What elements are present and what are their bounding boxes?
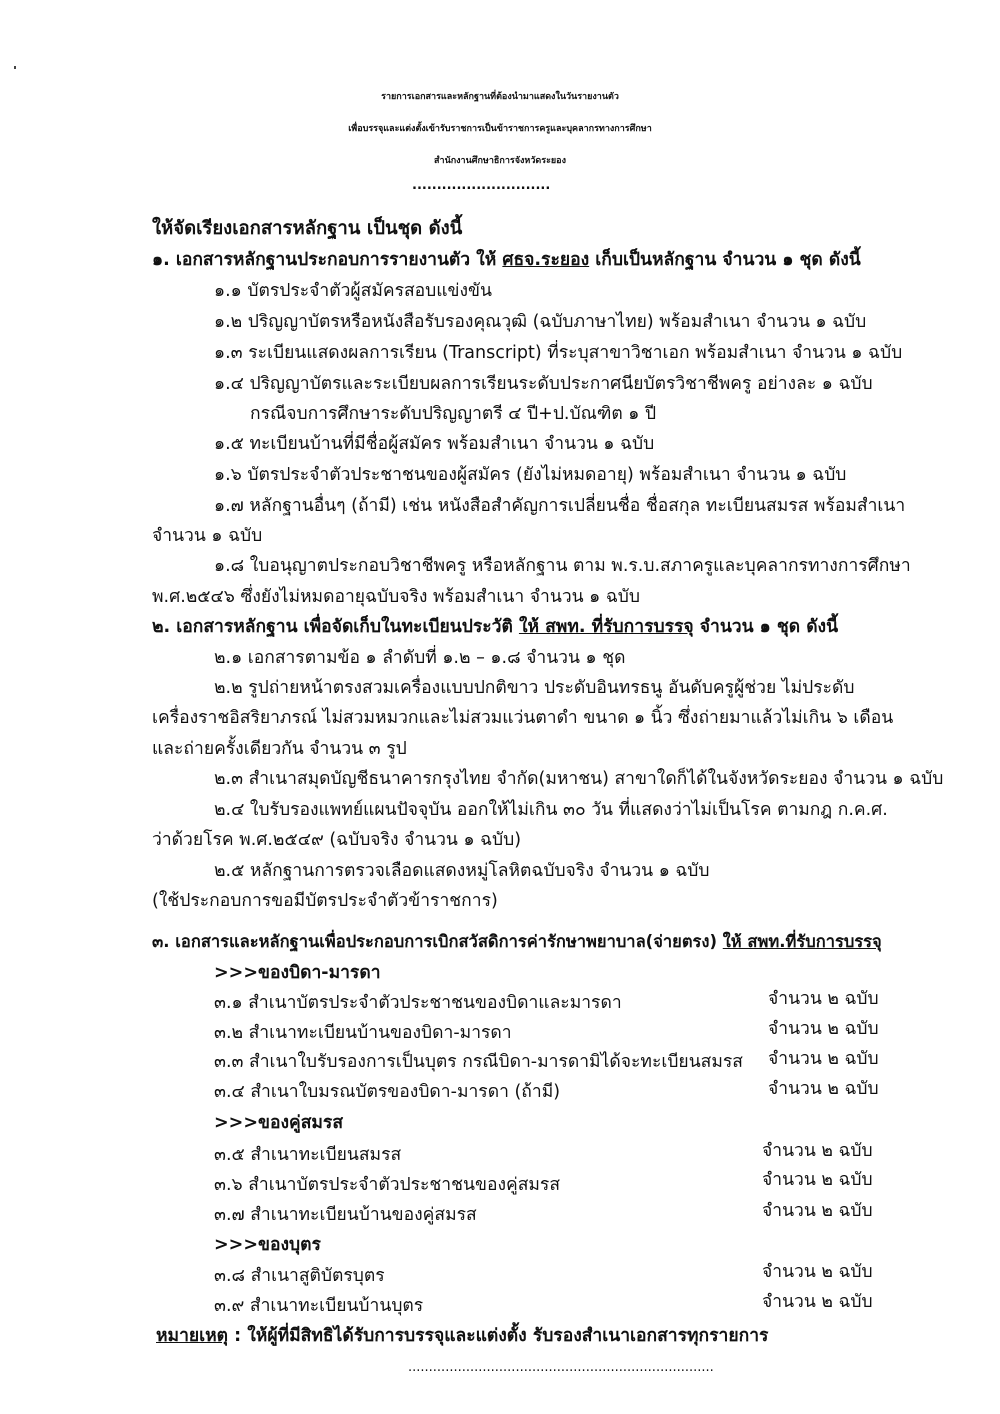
section-2-heading-a: ๒. เอกสารหลักฐาน เพื่อจัดเก็บในทะเบียนประวัติ xyxy=(152,617,519,637)
bottom-dotted-separator: .......................................................................... xyxy=(408,1360,714,1375)
intro-heading: ให้จัดเรียงเอกสารหลักฐาน เป็นชุด ดังนี้ xyxy=(152,218,463,239)
section-1-item-3: ๑.๓ ระเบียนแสดงผลการเรียน (Transcript) ที่ระบุสาขาวิชาเอก พร้อมสำเนา จำนวน ๑ ฉบับ xyxy=(214,343,903,363)
section-3-item-4: ๓.๔ สำเนาใบมรณบัตรของบิดา-มารดา (ถ้ามี) xyxy=(214,1082,561,1102)
section-1-item-4-cont: กรณีจบการศึกษาระดับปริญญาตรี ๔ ปี+ป.บัณฑิต ๑ ปี xyxy=(250,404,657,424)
section-3-item-7-qty: จำนวน ๒ ฉบับ xyxy=(762,1201,873,1221)
section-2-item-5: ๒.๕ หลักฐานการตรวจเลือดแสดงหมู่โลหิตฉบับจริง จำนวน ๑ ฉบับ xyxy=(214,861,710,881)
section-1-item-5: ๑.๕ ทะเบียนบ้านที่มีชื่อผู้สมัคร พร้อมสำเนา จำนวน ๑ ฉบับ xyxy=(214,434,655,454)
section-3-item-1: ๓.๑ สำเนาบัตรประจำตัวประชาชนของบิดาและมารดา xyxy=(214,993,622,1013)
doc-title-line-1: รายการเอกสารและหลักฐานที่ต้องนำมาแสดงในวันรายงานตัว xyxy=(381,92,619,102)
section-2-item-4: ๒.๔ ใบรับรองแพทย์แผนปัจจุบัน ออกให้ไม่เกิน ๓๐ วัน ที่แสดงว่าไม่เป็นโรค ตามกฎ ก.ค.ศ. xyxy=(214,800,888,820)
section-1-item-1: ๑.๑ บัตรประจำตัวผู้สมัครสอบแข่งขัน xyxy=(214,281,492,301)
title-dotted-separator: ............................ xyxy=(412,178,551,193)
section-1-item-7: ๑.๗ หลักฐานอื่นๆ (ถ้ามี) เช่น หนังสือสำคัญการเปลี่ยนชื่อ ชื่อสกุล ทะเบียนสมรส พร้อมสำเนา xyxy=(214,496,906,516)
section-1-item-6: ๑.๖ บัตรประจำตัวประชาชนของผู้สมัคร (ยังไม่หมดอายุ) พร้อมสำเนา จำนวน ๑ ฉบับ xyxy=(214,465,847,485)
section-2-item-5-cont: (ใช้ประกอบการขอมีบัตรประจำตัวข้าราชการ) xyxy=(152,891,498,911)
section-3-item-6: ๓.๖ สำเนาบัตรประจำตัวประชาชนของคู่สมรส xyxy=(214,1175,561,1195)
doc-title-line-3: สำนักงานศึกษาธิการจังหวัดระยอง xyxy=(434,156,566,166)
section-2-item-2-cont-1: เครื่องราชอิสริยาภรณ์ ไม่สวมหมวกและไม่สวมแว่นตาดำ ขนาด ๑ นิ้ว ซึ่งถ่ายมาแล้วไม่เกิน ๖ เดือน xyxy=(152,708,894,728)
section-3-heading xyxy=(152,927,882,957)
footnote xyxy=(156,1321,768,1351)
section-3-item-2-qty: จำนวน ๒ ฉบับ xyxy=(768,1019,879,1039)
section-3-heading-underlined: ให้ สพท.ที่รับการบรรจุ xyxy=(722,932,882,951)
section-3-heading-a: ๓. เอกสารและหลักฐานเพื่อประกอบการเบิกสวัสดิการค่ารักษาพยาบาล(จ่ายตรง) xyxy=(152,932,723,951)
group-spouse-heading: >>>ของคู่สมรส xyxy=(214,1113,344,1133)
section-2-heading-underlined: ให้ สพท. ที่รับการบรรจุ xyxy=(518,617,694,637)
section-1-heading-underlined: ศธจ.ระยอง xyxy=(502,250,590,270)
section-1-heading-a: ๑. เอกสารหลักฐานประกอบการรายงานตัว ให้ xyxy=(152,250,503,270)
section-3-item-7: ๓.๗ สำเนาทะเบียนบ้านของคู่สมรส xyxy=(214,1205,477,1225)
section-2-heading-b: จำนวน ๑ ชุด ดังนี้ xyxy=(693,617,839,637)
section-1-heading-b: เก็บเป็นหลักฐาน จำนวน ๑ ชุด ดังนี้ xyxy=(589,250,861,270)
section-3-item-9: ๓.๙ สำเนาทะเบียนบ้านบุตร xyxy=(214,1296,424,1316)
section-2-item-2-cont-2: และถ่ายครั้งเดียวกัน จำนวน ๓ รูป xyxy=(152,739,407,759)
section-2-item-2: ๒.๒ รูปถ่ายหน้าตรงสวมเครื่องแบบปกติขาว ประดับอินทรธนู อันดับครูผู้ช่วย ไม่ประดับ xyxy=(214,678,855,698)
group-children-heading: >>>ของบุตร xyxy=(214,1235,321,1255)
section-1-item-8: ๑.๘ ใบอนุญาตประกอบวิชาชีพครู หรือหลักฐาน ตาม พ.ร.บ.สภาครูและบุคลากรทางการศึกษา xyxy=(214,556,911,576)
doc-title-line-2: เพื่อบรรจุและแต่งตั้งเข้ารับราชการเป็นข้าราชการครูและบุคลากรทางการศึกษา xyxy=(348,124,652,134)
section-2-item-4-cont: ว่าด้วยโรค พ.ศ.๒๕๔๙ (ฉบับจริง จำนวน ๑ ฉบับ) xyxy=(152,830,522,850)
section-3-item-8: ๓.๘ สำเนาสูติบัตรบุตร xyxy=(214,1266,385,1286)
group-parents-heading: >>>ของบิดา-มารดา xyxy=(214,963,381,983)
section-1-heading xyxy=(152,245,861,275)
section-1-item-4: ๑.๔ ปริญญาบัตรและระเบียบผลการเรียนระดับประกาศนียบัตรวิชาชีพครู อย่างละ ๑ ฉบับ xyxy=(214,374,873,394)
section-3-item-5-qty: จำนวน ๒ ฉบับ xyxy=(762,1141,873,1161)
section-3-item-3-qty: จำนวน ๒ ฉบับ xyxy=(768,1049,879,1069)
section-3-item-3: ๓.๓ สำเนาใบรับรองการเป็นบุตร กรณีบิดา-มารดามิได้จะทะเบียนสมรส xyxy=(214,1052,743,1072)
section-3-item-1-qty: จำนวน ๒ ฉบับ xyxy=(768,989,879,1009)
section-2-item-3: ๒.๓ สำเนาสมุดบัญชีธนาคารกรุงไทย จำกัด(มหาชน) สาขาใดก็ได้ในจังหวัดระยอง จำนวน ๑ ฉบับ xyxy=(214,769,944,789)
section-1-item-8-cont: พ.ศ.๒๕๔๖ ซึ่งยังไม่หมดอายุฉบับจริง พร้อมสำเนา จำนวน ๑ ฉบับ xyxy=(152,587,640,607)
section-3-item-6-qty: จำนวน ๒ ฉบับ xyxy=(762,1170,873,1190)
section-2-item-1: ๒.๑ เอกสารตามข้อ ๑ ลำดับที่ ๑.๒ – ๑.๘ จำนวน ๑ ชุด xyxy=(214,648,626,668)
footnote-colon: : xyxy=(228,1326,248,1346)
section-3-item-5: ๓.๕ สำเนาทะเบียนสมรส xyxy=(214,1145,402,1165)
section-3-item-4-qty: จำนวน ๒ ฉบับ xyxy=(768,1079,879,1099)
section-1-item-2: ๑.๒ ปริญญาบัตรหรือหนังสือรับรองคุณวุฒิ (ฉบับภาษาไทย) พร้อมสำเนา จำนวน ๑ ฉบับ xyxy=(214,312,867,332)
section-3-item-2: ๓.๒ สำเนาทะเบียนบ้านของบิดา-มารดา xyxy=(214,1023,512,1043)
section-2-heading xyxy=(152,612,838,642)
section-1-item-7-cont: จำนวน ๑ ฉบับ xyxy=(152,526,263,546)
section-3-item-8-qty: จำนวน ๒ ฉบับ xyxy=(762,1262,873,1282)
scan-mark xyxy=(14,66,16,69)
footnote-label: หมายเหตุ xyxy=(156,1326,229,1346)
footnote-text: ให้ผู้ที่มีสิทธิได้รับการบรรจุและแต่งตั้ง รับรองสำเนาเอกสารทุกรายการ xyxy=(247,1326,769,1346)
section-3-item-9-qty: จำนวน ๒ ฉบับ xyxy=(762,1292,873,1312)
